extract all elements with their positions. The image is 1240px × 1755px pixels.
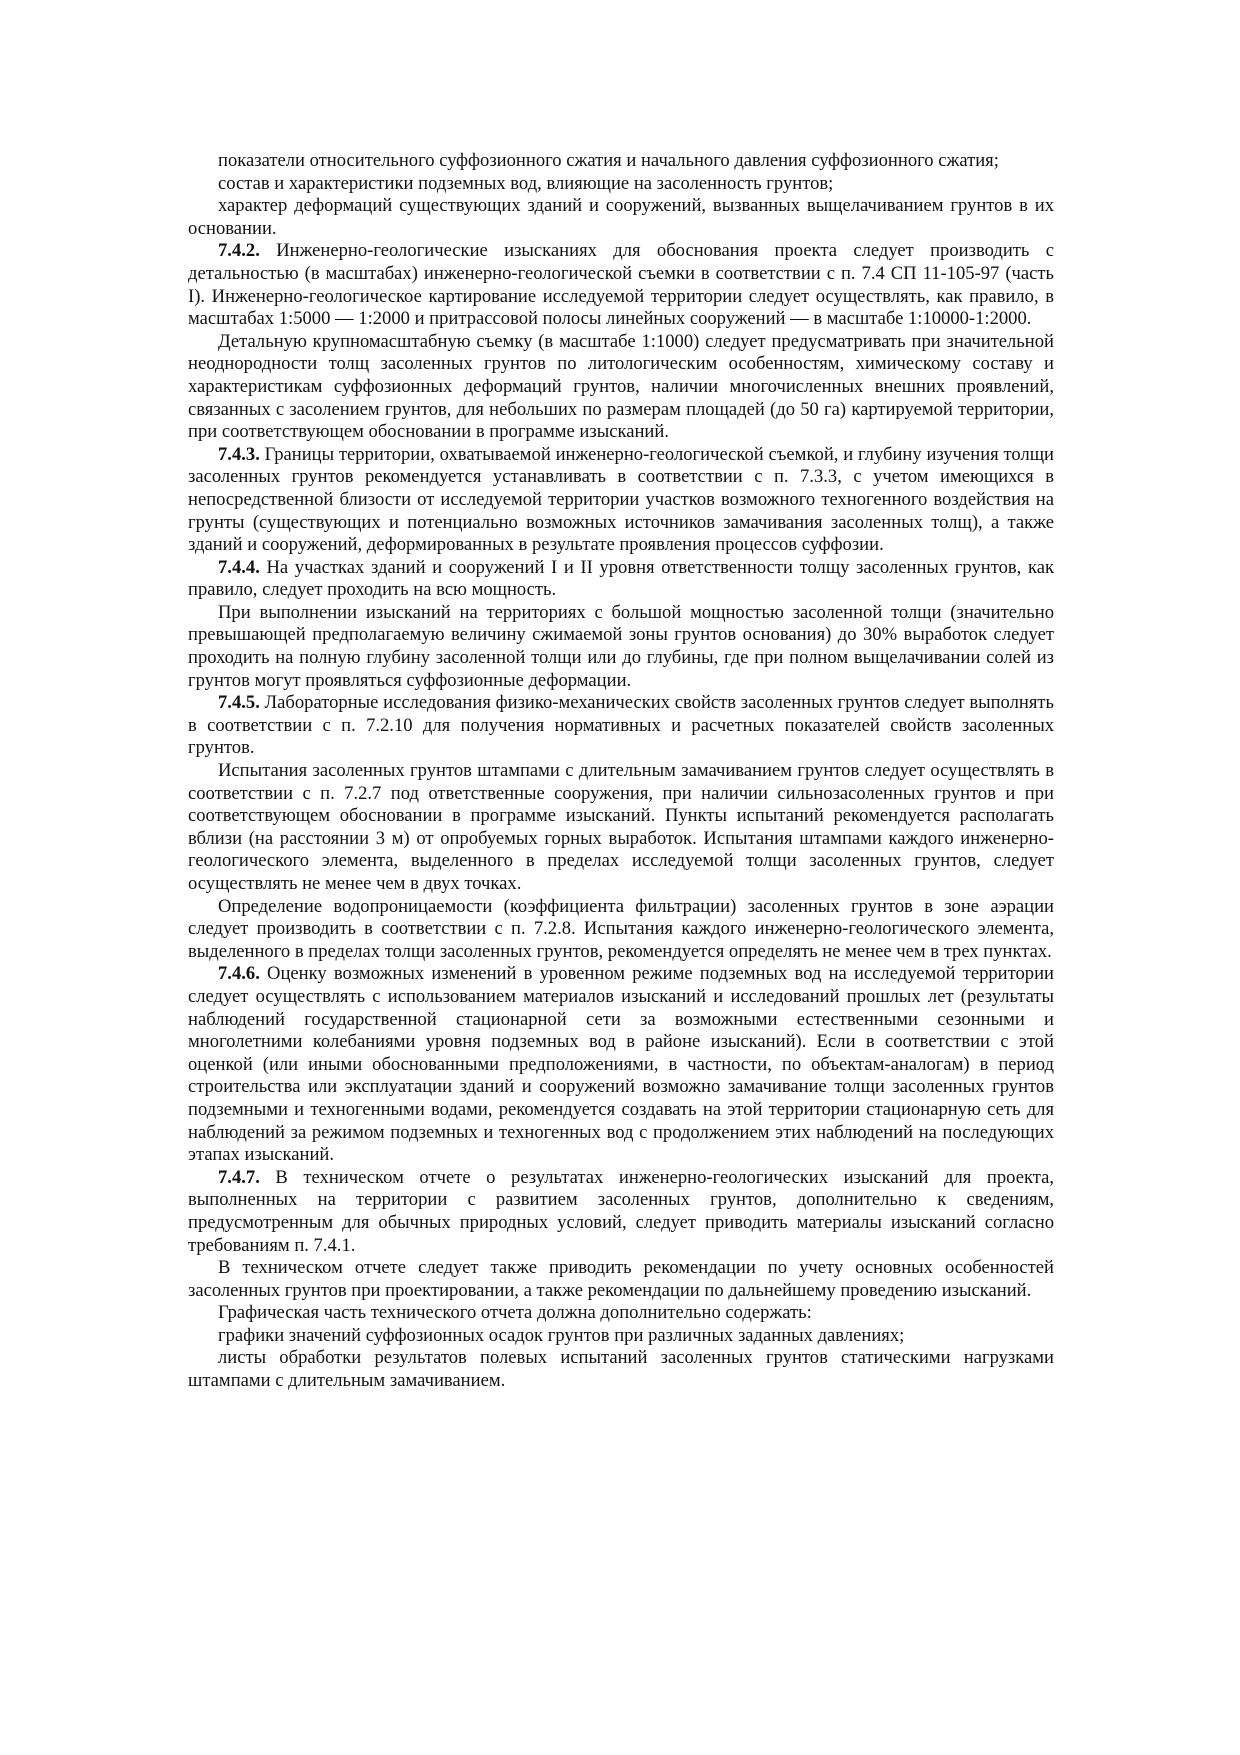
paragraph-text: Графическая часть технического отчета должна дополнительно содержать:	[218, 1302, 812, 1324]
paragraph	[188, 1302, 1054, 1325]
section-7-4-4	[188, 557, 1054, 602]
paragraph-text: Инженерно-геологические изысканиях для обоснования проекта следует производить с детальностью (в масштабах) инженерно-геологической съемки в соответствии с п. 7.4 СП 11-105-97 (часть I). Инженерно-геологическое картирование исследуемой территории следует осуществлять, как правило, в масштабах 1:5000 — 1:2000 и притрассовой полосы линейных сооружений — в масштабе 1:10000-1:2000.	[188, 240, 1054, 330]
paragraph	[188, 1257, 1054, 1302]
paragraph-text: графики значений суффозионных осадок грунтов при различных заданных давлениях;	[218, 1324, 905, 1346]
section-number: 7.4.3.	[218, 443, 260, 465]
paragraph	[188, 331, 1054, 444]
paragraph-text: В техническом отчете о результатах инженерно-геологических изысканий для проекта, выполненных на территории с развитием засоленных грунтов, дополнительно к сведениям, предусмотренным для обычных природных условий, следует приводить материалы изысканий согласно требованиям п. 7.4.1.	[188, 1166, 1054, 1256]
section-7-4-6	[188, 963, 1054, 1166]
section-7-4-3	[188, 444, 1054, 557]
paragraph-text: При выполнении изысканий на территориях с большой мощностью засоленной толщи (значительно превышающей предполагаемую величину сжимаемой зоны грунтов основания) до 30% выработок следует проходить на полную глубину засоленной толщи или до глубины, где при полном выщелачивании солей из грунтов могут проявляться суффозионные деформации.	[188, 601, 1054, 691]
paragraph	[188, 760, 1054, 896]
paragraph-text: Детальную крупномасштабную съемку (в масштабе 1:1000) следует предусматривать при значительной неоднородности толщ засоленных грунтов по литологическим особенностям, химическому составу и характеристикам суффозионных деформаций грунтов, наличии многочисленных внешних проявлений, связанных с засолением грунтов, для небольших по размерам площадей (до 50 га) картируемой территории, при соответствующем обосновании в программе изысканий.	[188, 330, 1054, 443]
paragraph-text: показатели относительного суффозионного сжатия и начального давления суффозионного сжатия;	[218, 150, 999, 171]
paragraph-text: состав и характеристики подземных вод, влияющие на засоленность грунтов;	[218, 172, 834, 194]
section-7-4-5	[188, 692, 1054, 760]
paragraph	[188, 1325, 1054, 1348]
paragraph-text: На участках зданий и сооружений I и II уровня ответственности толщу засоленных грунтов, как правило, следует проходить на всю мощность.	[188, 556, 1054, 601]
paragraph-text: В техническом отчете следует также приводить рекомендации по учету основных особенностей засоленных грунтов при проектировании, а также рекомендации по дальнейшему проведению изысканий.	[188, 1257, 1054, 1301]
paragraph-text: характер деформаций существующих зданий и сооружений, вызванных выщелачиванием грунтов в их основании.	[188, 195, 1054, 239]
paragraph-text: Определение водопроницаемости (коэффициента фильтрации) засоленных грунтов в зоне аэрации следует производить в соответствии с п. 7.2.8. Испытания каждого инженерно-геологического элемента, выделенного в пределах толщи засоленных грунтов, рекомендуется определять не менее чем в трех пунктах.	[188, 895, 1054, 962]
paragraph-text: Границы территории, охватываемой инженерно-геологической съемкой, и глубину изучения толщи засоленных грунтов рекомендуется устанавливать в соответствии с п. 7.3.3, с учетом имеющихся в непосредственной близости от исследуемой территории участков возможного техногенного воздействия на грунты (существующих и потенциально возможных источников замачивания засоленных толщ), а также зданий и сооружений, деформированных в результате проявления процессов суффозии.	[188, 443, 1054, 556]
section-number: 7.4.4.	[218, 556, 260, 578]
paragraph-text: Оценку возможных изменений в уровенном режиме подземных вод на исследуемой территории следует осуществлять с использованием материалов изысканий и исследований прошлых лет (результаты наблюдений государственной стационарной сети за возможными естественными сезонными и многолетними колебаниями уровня подземных вод в районе изысканий). Если в соответствии с этой оценкой (или иными обоснованными предположениями, в частности, по объектам-аналогам) в период строительства или эксплуатации зданий и сооружений возможно замачивание толщи засоленных грунтов подземными и техногенными водами, рекомендуется создавать на этой территории стационарную сеть для наблюдений за режимом подземных и техногенных вод с продолжением этих наблюдений на последующих этапах изысканий.	[188, 963, 1054, 1166]
paragraph	[188, 150, 1054, 173]
paragraph	[188, 1347, 1054, 1392]
section-number: 7.4.5.	[218, 692, 260, 714]
section-number: 7.4.7.	[218, 1166, 260, 1188]
section-number: 7.4.6.	[218, 963, 260, 985]
paragraph-text: Испытания засоленных грунтов штампами с длительным замачиванием грунтов следует осуществлять в соответствии с п. 7.2.7 под ответственные сооружения, при наличии сильнозасоленных грунтов и при соответствующем обосновании в программе изысканий. Пункты испытаний рекомендуется располагать вблизи (на расстоянии 3 м) от опробуемых горных выработок. Испытания штампами каждого инженерно-геологического элемента, выделенного в пределах исследуемой толщи засоленных грунтов, следует осуществлять не менее чем в двух точках.	[188, 760, 1054, 894]
paragraph	[188, 602, 1054, 692]
section-7-4-7	[188, 1167, 1054, 1257]
paragraph-text: Лабораторные исследования физико-механических свойств засоленных грунтов следует выполнять в соответствии с п. 7.2.10 для получения нормативных и расчетных показателей свойств засоленных грунтов.	[188, 692, 1054, 759]
paragraph	[188, 173, 1054, 196]
document-page	[188, 150, 1054, 1393]
paragraph-text: листы обработки результатов полевых испытаний засоленных грунтов статическими нагрузками штампами с длительным замачиванием.	[188, 1347, 1054, 1392]
section-7-4-2	[188, 240, 1054, 330]
paragraph	[188, 896, 1054, 964]
paragraph	[188, 195, 1054, 240]
section-number: 7.4.2.	[218, 240, 260, 262]
